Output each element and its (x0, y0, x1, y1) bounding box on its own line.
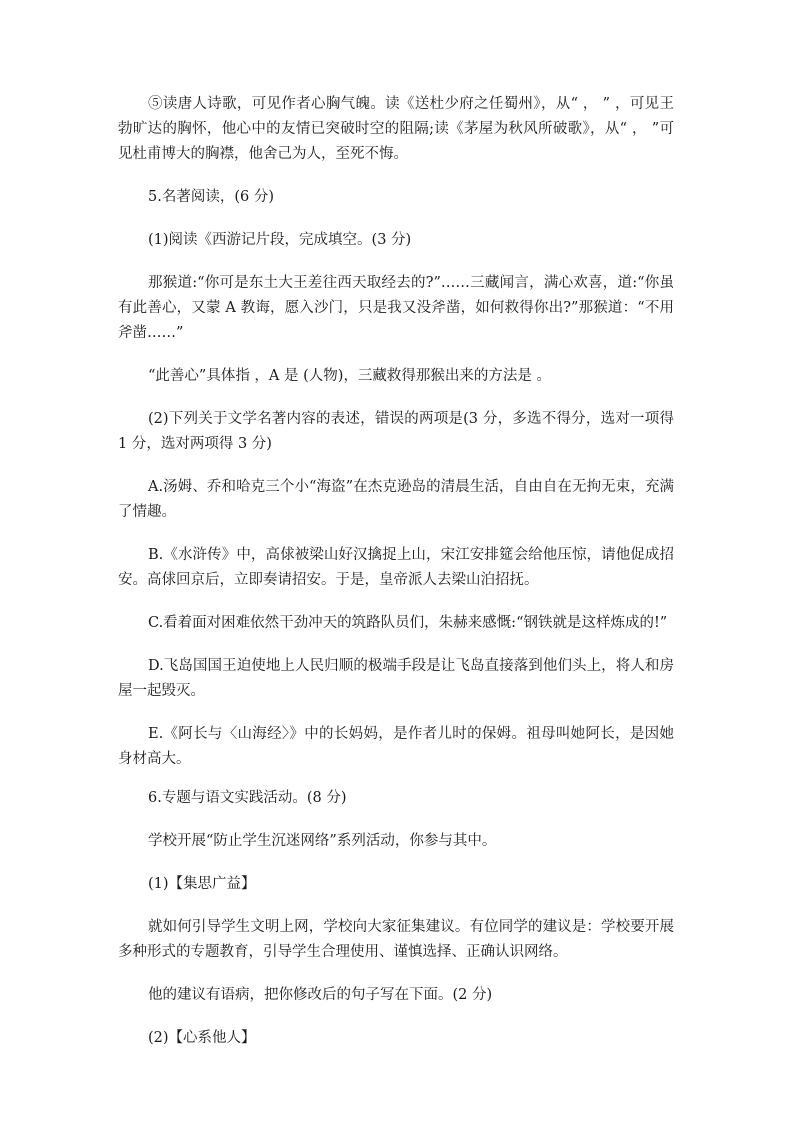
subsection-2-heading: (2)【心系他人】 (148, 1030, 256, 1046)
section-6-heading: 6.专题与语文实践活动。(8 分) (148, 790, 347, 806)
subsection-1-heading: (1)【集思广益】 (148, 876, 256, 892)
section-5-heading: 5.名著阅读，(6 分) (148, 189, 274, 205)
fill-in-blank-question: “此善心”具体指 ，A 是 (人物)，三藏救得那猴出来的方法是 。 (148, 368, 552, 384)
activity-intro: 学校开展“防止学生沉迷网络”系列活动，你参与其中。 (148, 833, 497, 849)
option-a: A.汤姆、乔和哈克三个小“海盗”在杰克逊岛的清晨生活，自由自在无拘无束，充满了情趣。 (118, 479, 674, 520)
document-page (118, 92, 674, 1051)
option-e: E.《阿长与〈山海经〉》中的长妈妈，是作者儿时的保姆。祖母叫她阿长，是因她身材高大。 (118, 726, 674, 767)
student-suggestion-paragraph: 就如何引导学生文明上网，学校向大家征集建议。有位同学的建议是：学校要开展多种形式的专题教育，引导学生合理使用、谨慎选择、正确认识网络。 (118, 919, 674, 960)
poetry-question-paragraph: ⑤读唐人诗歌，可见作者心胸气魄。读《送杜少府之任蜀州》，从“ ， ” ，可见王勃旷达的胸怀，他心中的友情已突破时空的阻隔;读《茅屋为秋风所破歌》，从“ ， ”可见杜甫博大的胸襟，他舍己为人，至死不悔。 (118, 96, 674, 162)
option-d: D.飞岛国国王迫使地上人民归顺的极端手段是让飞岛直接落到他们头上，将人和房屋一起毁灭。 (118, 658, 674, 699)
option-b: B.《水浒传》中，高俅被梁山好汉擒捉上山，宋江安排筵会给他压惊，请他促成招安。高俅回京后，立即奏请招安。于是，皇帝派人去梁山泊招抚。 (118, 547, 674, 588)
option-c: C.看着面对困难依然干劲冲天的筑路队员们，朱赫来感慨:“钢铁就是这样炼成的!” (148, 615, 668, 631)
journey-west-excerpt: 那猴道:“你可是东土大王差往西天取经去的?”……三藏闻言，满心欢喜，道:“你虽有此善心，又蒙 A 教诲，愿入沙门，只是我又没斧凿，如何救得你出?”那猴道：“不用斧凿……” (118, 275, 674, 341)
question-5-1-prompt: (1)阅读《西游记片段，完成填空。(3 分) (148, 232, 412, 248)
question-5-2-prompt: (2)下列关于文学名著内容的表述，错误的两项是(3 分，多选不得分，选对一项得 1 分，选对两项得 3 分) (118, 411, 674, 452)
grammar-correction-prompt: 他的建议有语病，把你修改后的句子写在下面。(2 分) (148, 987, 493, 1003)
